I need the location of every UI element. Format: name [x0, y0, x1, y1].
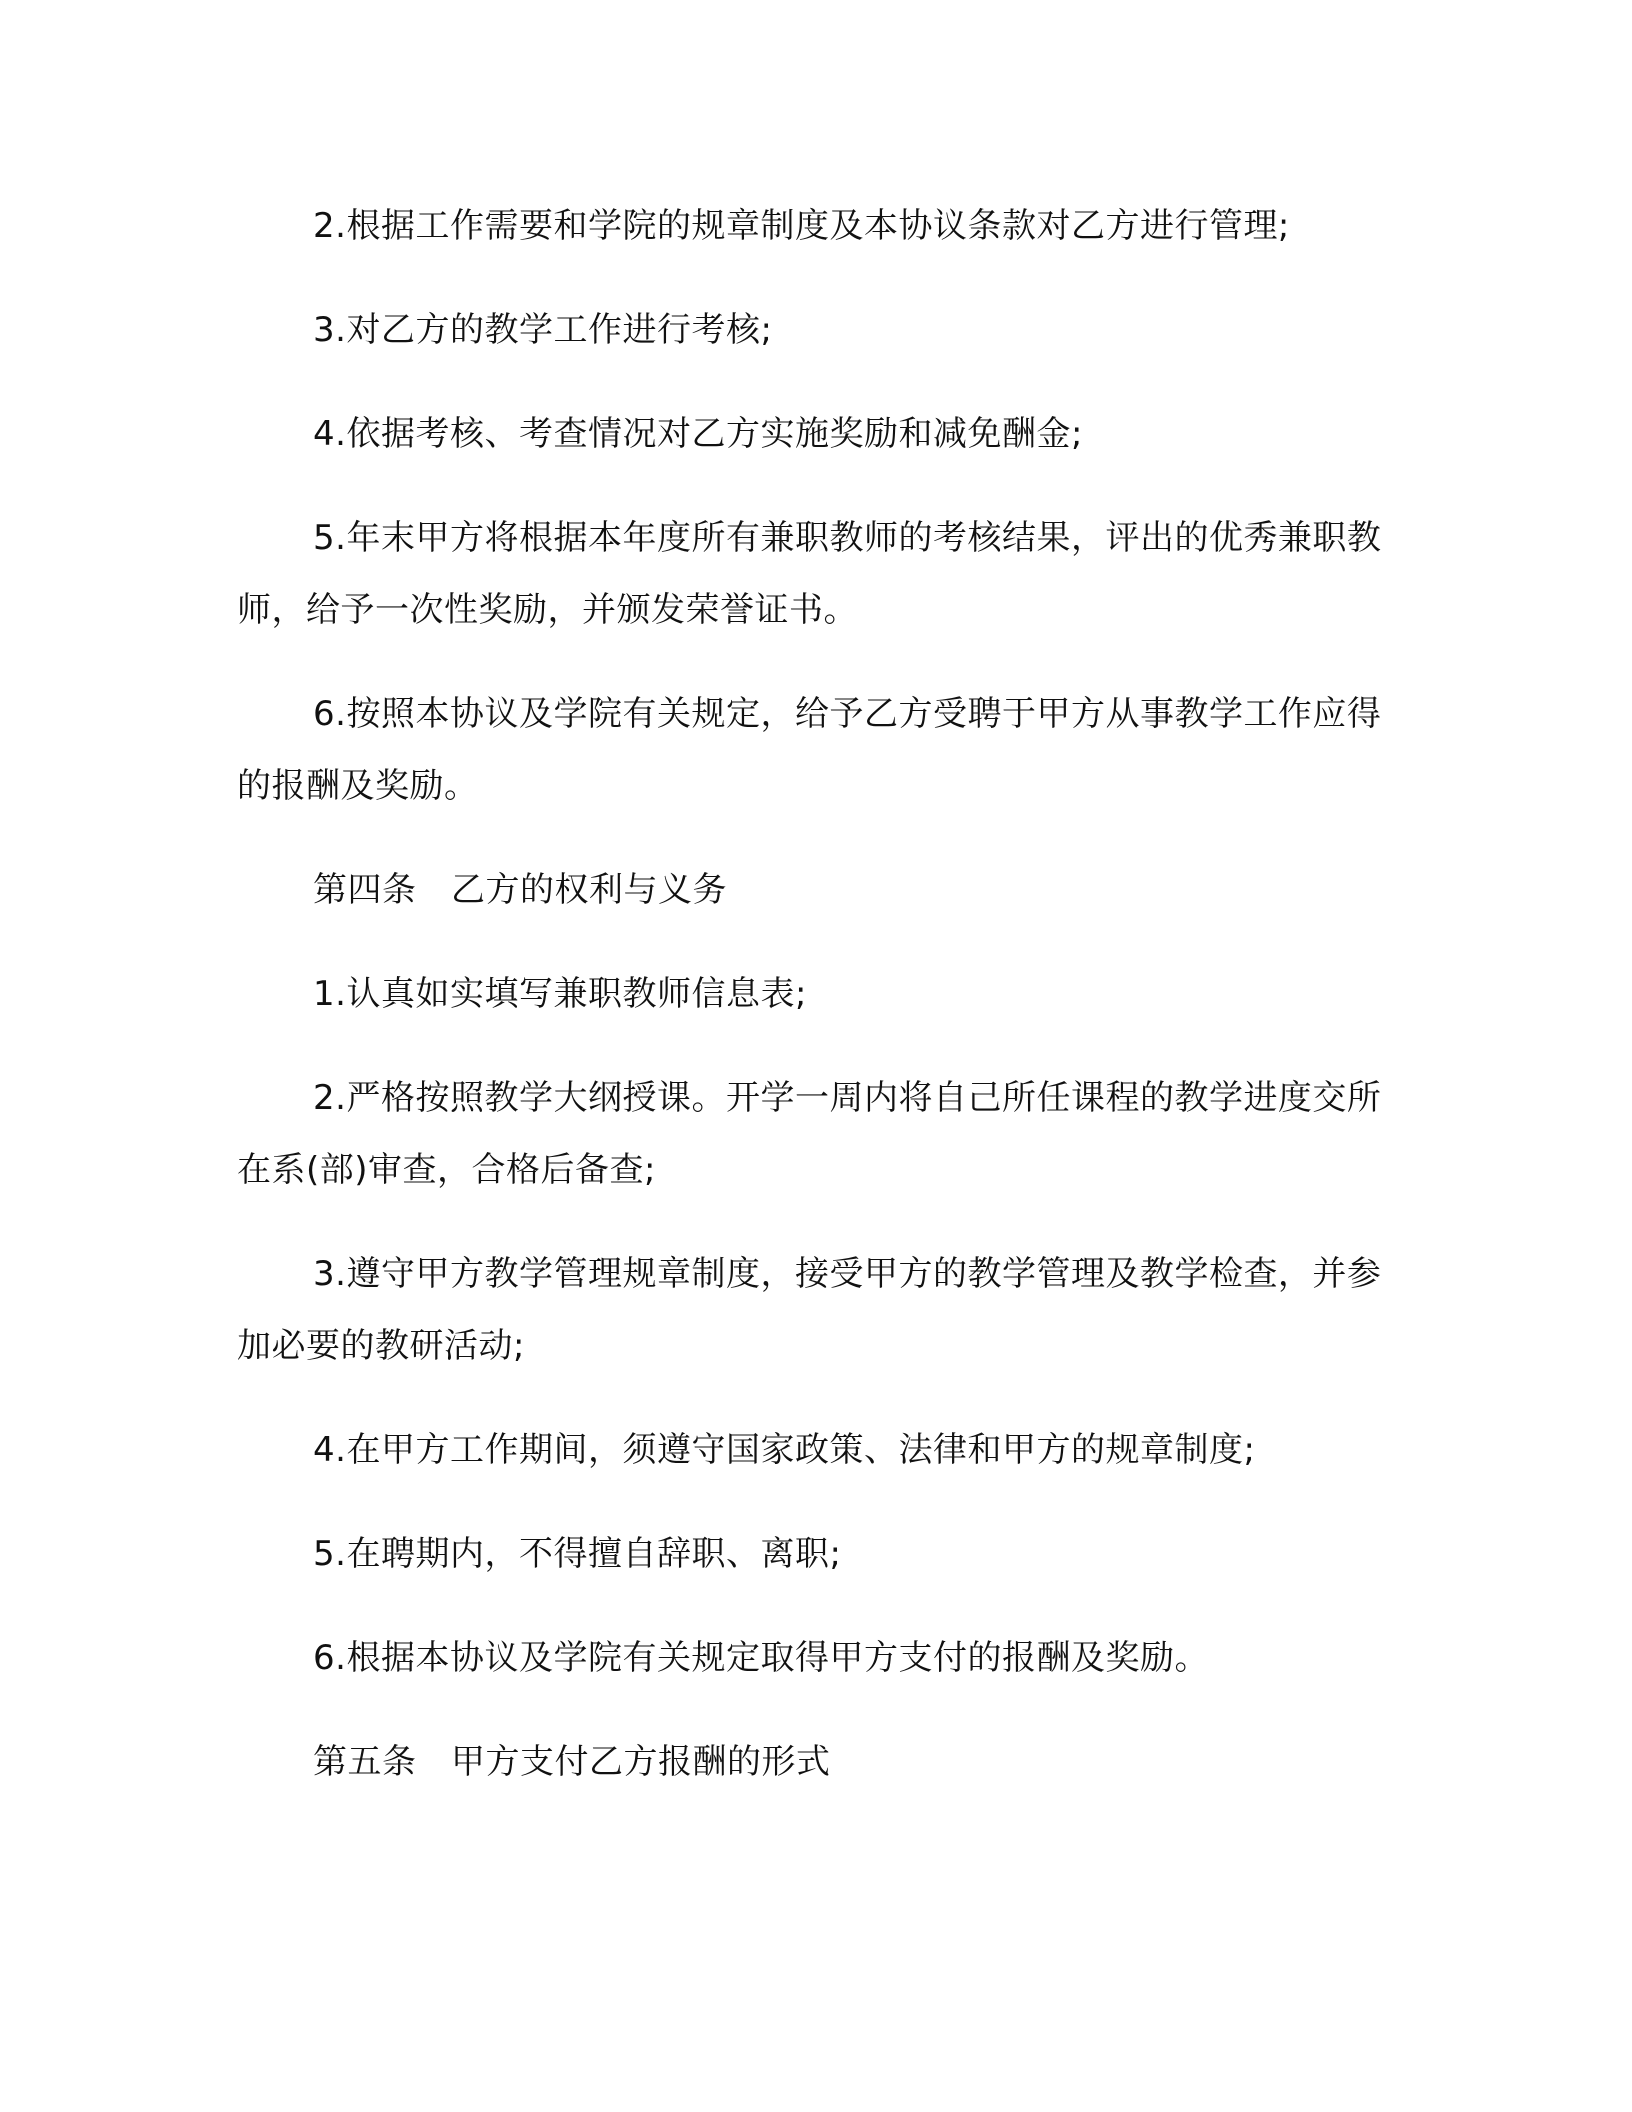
clause-4-item-2: 2.严格按照教学大纲授课。开学一周内将自己所任课程的教学进度交所在系(部)审查，合格后备查;	[237, 1078, 1382, 1190]
clause-4-item-1: 1.认真如实填写兼职教师信息表;	[313, 974, 807, 1014]
clause-5-heading: 第五条 甲方支付乙方报酬的形式	[313, 1742, 831, 1782]
clause-3-item-2: 2.根据工作需要和学院的规章制度及本协议条款对乙方进行管理;	[313, 206, 1290, 246]
document-body	[237, 190, 1387, 1798]
clause-3-item-4: 4.依据考核、考查情况对乙方实施奖励和减免酬金;	[313, 414, 1083, 454]
clause-4-item-4: 4.在甲方工作期间，须遵守国家政策、法律和甲方的规章制度;	[313, 1430, 1256, 1470]
clause-4-item-5: 5.在聘期内，不得擅自辞职、离职;	[313, 1534, 842, 1574]
clause-3-item-5: 5.年末甲方将根据本年度所有兼职教师的考核结果，评出的优秀兼职教师，给予一次性奖励，并颁发荣誉证书。	[237, 518, 1382, 630]
clause-3-item-3: 3.对乙方的教学工作进行考核;	[313, 310, 773, 350]
clause-4-item-3: 3.遵守甲方教学管理规章制度，接受甲方的教学管理及教学检查，并参加必要的教研活动;	[237, 1254, 1382, 1366]
clause-3-item-6: 6.按照本协议及学院有关规定，给予乙方受聘于甲方从事教学工作应得的报酬及奖励。	[237, 694, 1382, 806]
clause-4-item-6: 6.根据本协议及学院有关规定取得甲方支付的报酬及奖励。	[313, 1638, 1209, 1678]
clause-4-heading: 第四条 乙方的权利与义务	[313, 870, 727, 910]
